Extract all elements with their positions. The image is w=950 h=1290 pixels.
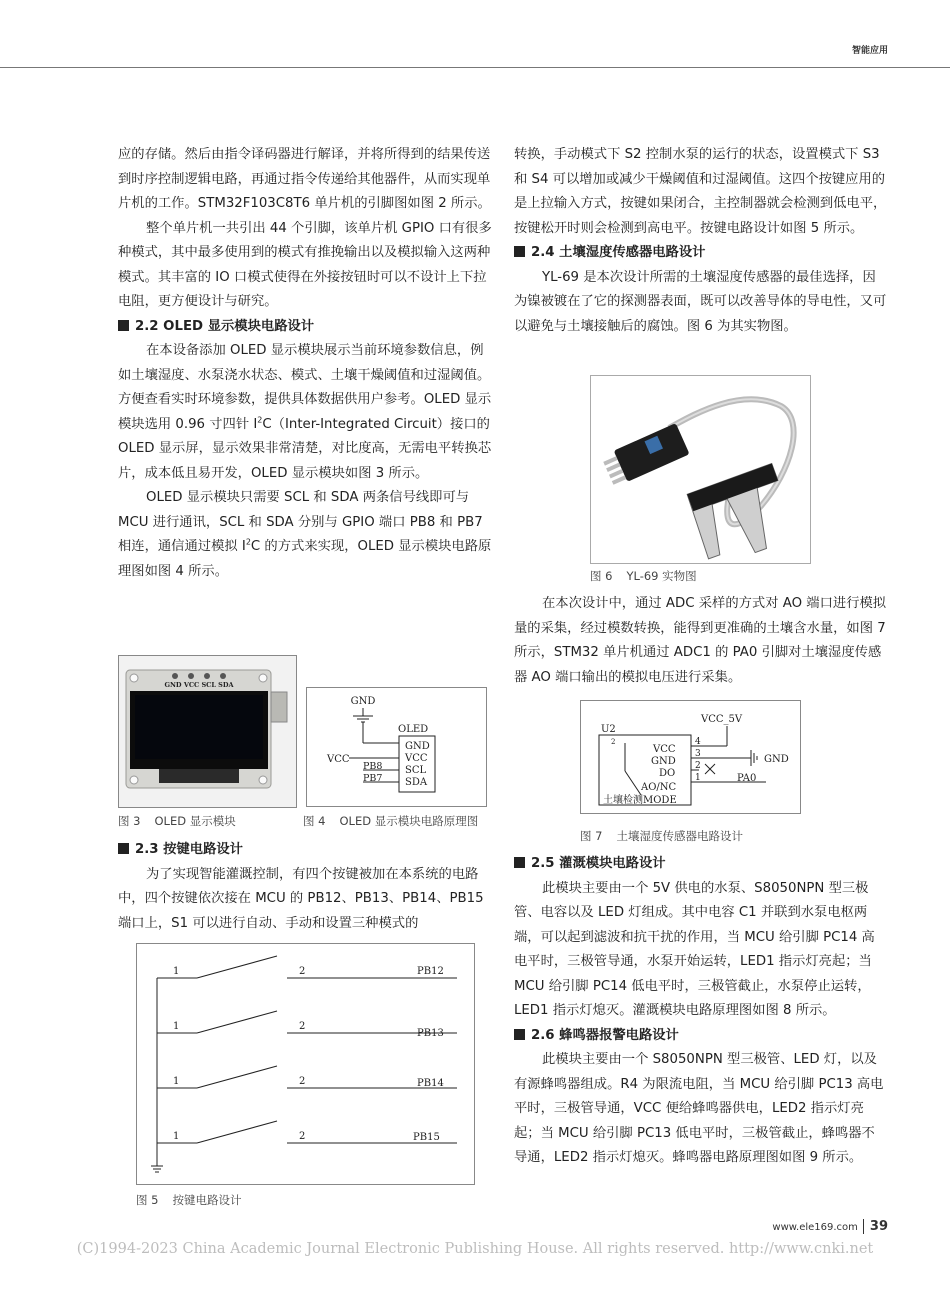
svg-text:2: 2 bbox=[611, 738, 616, 746]
square-bullet-icon bbox=[118, 843, 129, 854]
gnd-label: GND bbox=[764, 754, 789, 765]
section-heading-2-2: 2.2 OLED 显示模块电路设计 bbox=[118, 315, 492, 340]
figure-3-oled-photo bbox=[118, 655, 297, 808]
header-rule bbox=[0, 67, 950, 68]
svg-text:1: 1 bbox=[173, 966, 180, 977]
pin-label: GND bbox=[651, 756, 676, 767]
left-column bbox=[118, 143, 492, 584]
svg-text:1: 1 bbox=[695, 773, 701, 783]
pb8-label: PB8 bbox=[363, 761, 383, 772]
figure-3-caption: 图 3 OLED 显示模块 bbox=[118, 814, 236, 828]
section-heading-2-4: 2.4 土壤湿度传感器电路设计 bbox=[514, 241, 887, 266]
paragraph: 此模块主要由一个 5V 供电的水泵、S8050NPN 型三极管、电容以及 LED 灯组成。其中电容 C1 并联到水泵电枢两端，可以起到滤波和抗干扰的作用，当 MCU 给引脚 PC14 高电平时，三极管导通，水泵开始运转，LED1 指示灯亮起；当 MCU 给引脚 PC14 低电平时，三极管截止，水泵停止运转，LED1 指示灯熄灭。灌溉模块电路原理图如图 8 所示。 bbox=[514, 880, 875, 1018]
paragraph: OLED 显示模块只需要 SCL 和 SDA 两条信号线即可与 MCU 进行通讯，SCL 和 SDA 分别与 GPIO 端口 PB8 和 PB7 相连，通信通过模拟 $I^2C$ 的方式来实现，OLED 显示模块电路原理图如图 4 所示。 bbox=[118, 490, 492, 579]
right-column-middle bbox=[514, 592, 887, 690]
sensor-mode-label: 土壤检测MODE bbox=[603, 795, 677, 806]
port-label: PB12 bbox=[417, 966, 444, 977]
paragraph: 转换，手动模式下 S2 控制水泵的运行的状态，设置模式下 S3 和 S4 可以增加或减少干燥阈值和过湿阈值。这四个按键应用的是上拉输入方式，按键如果闭合，主控制器就会检测到低电平，按键松开时则会检测到高电平。按键电路设计如图 5 所示。 bbox=[514, 147, 887, 236]
paragraph: 此模块主要由一个 S8050NPN 型三极管、LED 灯，以及有源蜂鸣器组成。R4 为限流电阻，当 MCU 给引脚 PC13 高电平时，三极管导通，VCC 便给蜂鸣器供电，LED2 指示灯亮起；当 MCU 给引脚 PC13 低电平时，三极管截止，蜂鸣器不导通，LED2 指示灯熄灭。蜂鸣器电路原理图如图 9 所示。 bbox=[514, 1052, 884, 1165]
header-section-label: 智能应用 bbox=[851, 46, 888, 56]
svg-text:2: 2 bbox=[299, 1076, 306, 1087]
figure-6-yl69-photo bbox=[590, 375, 811, 564]
pin-label: DO bbox=[659, 768, 676, 779]
section-heading-2-3: 2.3 按键电路设计 bbox=[118, 838, 492, 863]
pin-label: SDA bbox=[405, 777, 428, 788]
svg-text:2: 2 bbox=[299, 966, 306, 977]
pa0-label: PA0 bbox=[737, 773, 757, 784]
pb7-label: PB7 bbox=[363, 773, 383, 784]
port-label: PB13 bbox=[417, 1028, 444, 1039]
paragraph: 在本设备添加 OLED 显示模块展示当前环境参数信息，例如土壤湿度、水泵浇水状态、模式、土壤干燥阈值和过湿阈值。方便查看实时环境参数，提供具体数据供用户参考。OLED 显示模块选用 0.96 寸四针 $I^2C(Inter$-Integrated Circuit）接口的OLED 显示屏，显示效果非常清楚，对比度高，无需电平转换芯片，成本低且易开发，OLED 显示模块如图 3 所示。 bbox=[118, 343, 492, 481]
port-label: PB15 bbox=[413, 1132, 440, 1143]
right-column bbox=[514, 143, 887, 339]
svg-text:1: 1 bbox=[173, 1131, 180, 1142]
figure-6-caption: 图 6 YL-69 实物图 bbox=[590, 569, 697, 583]
pin-label: AO/NC bbox=[641, 782, 677, 793]
square-bullet-icon bbox=[514, 246, 525, 257]
paragraph: 在本次设计中，通过 ADC 采样的方式对 AO 端口进行模拟量的采集，经过模数转换，能得到更准确的土壤含水量，如图 7 所示，STM32 单片机通过 ADC1 的 PA0 引脚对土壤湿度传感器 AO 端口输出的模拟电压进行采集。 bbox=[514, 596, 887, 685]
key-switch-2 bbox=[157, 1011, 457, 1033]
svg-text:2: 2 bbox=[695, 761, 701, 771]
u2-label: U2 bbox=[601, 724, 616, 735]
svg-text:3: 3 bbox=[695, 749, 701, 759]
key-switch-4 bbox=[157, 1121, 457, 1143]
left-column-lower bbox=[118, 838, 492, 936]
svg-text:2: 2 bbox=[299, 1021, 306, 1032]
section-heading-2-5: 2.5 灌溉模块电路设计 bbox=[514, 852, 887, 877]
paragraph: 整个单片机一共引出 44 个引脚，该单片机 GPIO 口有很多种模式，其中最多使用到的模式有推挽输出以及模拟输入这两种模式。其丰富的 IO 口模式使得在外接按钮时可以不设计上下拉电阻，更方便设计与研究。 bbox=[118, 220, 492, 309]
key-switch-1 bbox=[157, 956, 457, 978]
paragraph: 为了实现智能灌溉控制，有四个按键被加在本系统的电路中，四个按键依次接在 MCU 的 PB12、PB13、PB14、PB15 端口上，S1 可以进行自动、手动和设置三种模式的 bbox=[118, 866, 484, 931]
section-heading-2-6: 2.6 蜂鸣器报警电路设计 bbox=[514, 1024, 887, 1049]
pin-label: VCC bbox=[653, 744, 676, 755]
page-number: 39 bbox=[863, 1219, 888, 1234]
paragraph: YL-69 是本次设计所需的土壤湿度传感器的最佳选择，因为镍被镀在了它的探测器表面，既可以改善导体的导电性，又可以避免与土壤接触后的腐蚀。图 6 为其实物图。 bbox=[514, 269, 887, 334]
svg-text:1: 1 bbox=[173, 1076, 180, 1087]
svg-text:2: 2 bbox=[299, 1131, 306, 1142]
figure-7-caption: 图 7 土壤湿度传感器电路设计 bbox=[580, 829, 743, 843]
vcc5v-label: VCC_5V bbox=[701, 714, 743, 725]
footer-site: www.ele169.com bbox=[772, 1222, 858, 1233]
page-footer bbox=[772, 1219, 888, 1234]
paragraph: 应的存储。然后由指令译码器进行解译，并将所得到的结果传送到时序控制逻辑电路，再通过指令传递给其他器件，从而实现单片机的工作。STM32F103C8T6 单片机的引脚图如图 2 所示。 bbox=[118, 147, 491, 211]
svg-text:1: 1 bbox=[173, 1021, 180, 1032]
pin-label: VCC bbox=[405, 753, 428, 764]
square-bullet-icon bbox=[514, 1029, 525, 1040]
key-switch-3 bbox=[157, 1066, 457, 1088]
figure-5-caption: 图 5 按键电路设计 bbox=[136, 1193, 242, 1207]
square-bullet-icon bbox=[118, 320, 129, 331]
figure-5-key-circuit bbox=[136, 943, 475, 1185]
figure-4-caption: 图 4 OLED 显示模块电路原理图 bbox=[303, 814, 479, 828]
port-label: PB14 bbox=[417, 1078, 444, 1089]
pin-label: GND bbox=[405, 741, 430, 752]
vcc-net-label: VCC bbox=[327, 754, 350, 765]
gnd-label: GND bbox=[350, 696, 376, 707]
copyright-watermark: (C)1994-2023 China Academic Journal Electronic Publishing House. All rights reserved. http://www.cnki.net bbox=[76, 1241, 874, 1257]
oled-pin-labels: GND VCC SCL SDA bbox=[164, 681, 234, 689]
square-bullet-icon bbox=[514, 857, 525, 868]
figure-7-soil-sensor-schematic bbox=[580, 700, 801, 814]
figure-4-oled-schematic bbox=[306, 687, 487, 807]
svg-text:4: 4 bbox=[695, 737, 701, 747]
oled-module-label: OLED bbox=[398, 724, 429, 735]
right-column-lower bbox=[514, 852, 887, 1171]
pin-label: SCL bbox=[405, 765, 427, 776]
